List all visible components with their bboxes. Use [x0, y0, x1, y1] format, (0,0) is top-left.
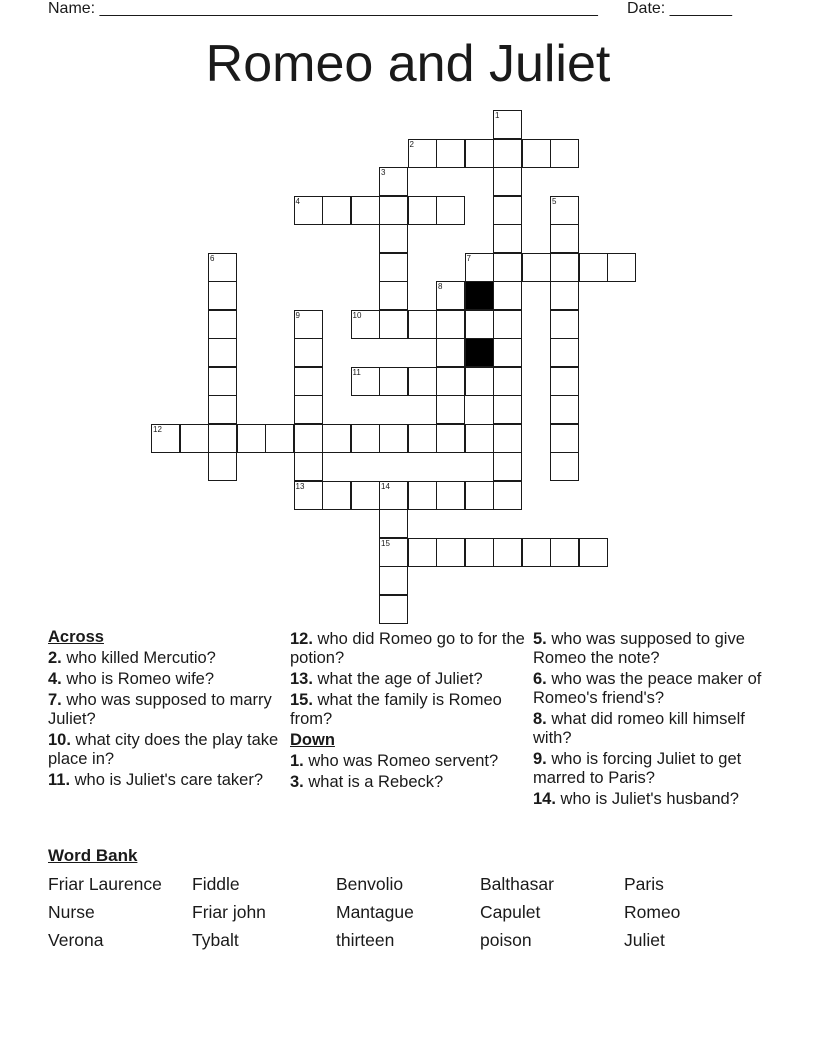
crossword-cell[interactable] [379, 538, 408, 567]
clue-across-11: 11. who is Juliet's care taker? [48, 771, 264, 789]
crossword-cell[interactable] [208, 253, 237, 282]
page-title: Romeo and Juliet [205, 35, 611, 93]
crossword-cell[interactable] [408, 139, 437, 168]
crossword-cell[interactable] [550, 395, 579, 424]
crossword-cell[interactable] [550, 338, 579, 367]
crossword-cell[interactable] [493, 281, 522, 310]
crossword-cell[interactable] [351, 310, 380, 339]
clue-number: 11 [352, 367, 361, 377]
crossword-cell[interactable] [151, 424, 180, 453]
clue-down-9: 9. who is forcing Juliet to get marred to Paris? [533, 750, 742, 787]
crossword-cell[interactable] [436, 367, 465, 396]
crossword-cell[interactable] [493, 452, 522, 481]
clue-number: 13 [295, 481, 305, 491]
crossword-cell[interactable] [493, 310, 522, 339]
crossword-cell[interactable] [379, 253, 408, 282]
crossword-cell[interactable] [436, 395, 465, 424]
across-heading: Across [48, 628, 104, 646]
crossword-cell[interactable] [294, 196, 323, 225]
crossword-cell[interactable] [294, 367, 323, 396]
crossword-cell[interactable] [408, 424, 437, 453]
crossword-cell[interactable] [379, 566, 408, 595]
crossword-cell[interactable] [436, 538, 465, 567]
crossword-cell[interactable] [493, 167, 522, 196]
clue-down-14: 14. who is Juliet's husband? [533, 790, 739, 808]
crossword-cell[interactable] [465, 310, 494, 339]
crossword-cell[interactable] [294, 452, 323, 481]
crossword-cell[interactable] [607, 253, 636, 282]
crossword-cell[interactable] [294, 338, 323, 367]
word-bank-item: Friar Laurence [48, 874, 162, 894]
crossword-cell[interactable] [379, 281, 408, 310]
crossword-cell[interactable] [436, 424, 465, 453]
crossword-cell[interactable] [379, 167, 408, 196]
crossword-cell[interactable] [493, 224, 522, 253]
word-bank-item: Fiddle [192, 874, 240, 894]
clue-across-13: 13. what the age of Juliet? [290, 670, 483, 688]
crossword-cell[interactable] [522, 253, 551, 282]
clue-number: 4 [295, 196, 300, 206]
crossword-cell[interactable] [550, 253, 579, 282]
crossword-cell[interactable] [208, 367, 237, 396]
crossword-cell[interactable] [550, 367, 579, 396]
clue-number: 2 [409, 139, 414, 149]
crossword-cell[interactable] [436, 338, 465, 367]
word-bank-item: Benvolio [336, 874, 404, 894]
crossword-cell[interactable] [465, 424, 494, 453]
crossword-cell[interactable] [493, 538, 522, 567]
crossword-cell[interactable] [322, 196, 351, 225]
word-bank-item: Verona [48, 930, 104, 950]
clue-number: 15 [381, 538, 390, 548]
crossword-cell[interactable] [465, 139, 494, 168]
clue-down-1: 1. who was Romeo servent? [290, 752, 499, 770]
crossword-cell[interactable] [493, 110, 522, 139]
crossword-cell[interactable] [294, 310, 323, 339]
crossword-cell[interactable] [208, 338, 237, 367]
clue-number: 10 [352, 310, 362, 320]
clue-number: 14 [381, 481, 390, 491]
crossword-cell[interactable] [550, 281, 579, 310]
crossword-cell[interactable] [493, 395, 522, 424]
crossword-cell[interactable] [208, 310, 237, 339]
clue-down-8: 8. what did romeo kill himself with? [533, 710, 745, 747]
crossword-cell[interactable] [465, 253, 494, 282]
crossword-cell[interactable] [465, 538, 494, 567]
crossword-cell[interactable] [493, 139, 522, 168]
name-field-label: Name: ________________________________________________________ [48, 0, 598, 17]
clue-down-3: 3. what is a Rebeck? [290, 773, 444, 791]
clues-column-3 [533, 630, 773, 811]
word-bank-item: thirteen [336, 930, 395, 950]
crossword-cell[interactable] [493, 196, 522, 225]
crossword-cell[interactable] [294, 424, 323, 453]
clue-across-10: 10. what city does the play take place in? [48, 731, 279, 768]
crossword-cell[interactable] [436, 281, 465, 310]
word-bank-item: Capulet [480, 902, 541, 922]
crossword-cell[interactable] [436, 310, 465, 339]
clues-column-1 [48, 628, 284, 792]
crossword-cell[interactable] [465, 481, 494, 510]
clue-number: 5 [552, 196, 557, 206]
crossword-cell[interactable] [465, 367, 494, 396]
clue-number: 12 [153, 424, 162, 434]
crossword-cell[interactable] [493, 424, 522, 453]
crossword-cell[interactable] [550, 538, 579, 567]
crossword-block [465, 338, 494, 367]
crossword-cell[interactable] [208, 452, 237, 481]
clue-number: 6 [210, 253, 215, 263]
crossword-cell[interactable] [208, 424, 237, 453]
crossword-cell[interactable] [379, 481, 408, 510]
crossword-cell[interactable] [550, 424, 579, 453]
clue-down-6: 6. who was the peace maker of Romeo's friend's? [533, 670, 762, 707]
crossword-cell[interactable] [322, 481, 351, 510]
word-bank-item: Juliet [624, 930, 665, 950]
crossword-cell[interactable] [579, 253, 608, 282]
crossword-cell[interactable] [379, 196, 408, 225]
crossword-cell[interactable] [322, 424, 351, 453]
crossword-cell[interactable] [379, 424, 408, 453]
crossword-cell[interactable] [351, 481, 380, 510]
clue-across-12: 12. who did Romeo go to for the potion? [290, 630, 525, 667]
down-heading: Down [290, 731, 335, 749]
crossword-block [465, 281, 494, 310]
crossword-cell[interactable] [436, 139, 465, 168]
word-bank-item: Paris [624, 874, 664, 894]
word-bank-item: Friar john [192, 902, 266, 922]
crossword-cell[interactable] [408, 367, 437, 396]
clues-column-2 [290, 630, 526, 794]
crossword-cell[interactable] [408, 481, 437, 510]
word-bank-item: Romeo [624, 902, 681, 922]
crossword-cell[interactable] [550, 224, 579, 253]
crossword-cell[interactable] [379, 224, 408, 253]
crossword-cell[interactable] [180, 424, 209, 453]
crossword-cell[interactable] [522, 538, 551, 567]
crossword-cell[interactable] [379, 509, 408, 538]
crossword-cell[interactable] [436, 196, 465, 225]
crossword-cell[interactable] [522, 139, 551, 168]
clue-number: 1 [495, 111, 500, 120]
crossword-cell[interactable] [379, 595, 408, 624]
clue-down-5: 5. who was supposed to give Romeo the note? [533, 630, 745, 667]
word-bank-item: Balthasar [480, 874, 554, 894]
clue-across-4: 4. who is Romeo wife? [48, 670, 215, 688]
crossword-cell[interactable] [550, 139, 579, 168]
clue-number: 9 [295, 310, 300, 320]
clue-number: 3 [381, 168, 386, 177]
crossword-cell[interactable] [379, 367, 408, 396]
word-bank-item: Tybalt [192, 930, 239, 950]
crossword-cell[interactable] [408, 310, 437, 339]
word-bank-item: Nurse [48, 902, 95, 922]
crossword-cell[interactable] [294, 395, 323, 424]
crossword-cell[interactable] [408, 196, 437, 225]
word-bank-item: Mantague [336, 902, 414, 922]
crossword-cell[interactable] [579, 538, 608, 567]
crossword-cell[interactable] [351, 367, 380, 396]
clue-number: 7 [466, 253, 471, 263]
crossword-cell[interactable] [550, 196, 579, 225]
crossword-cell[interactable] [351, 196, 380, 225]
clue-across-7: 7. who was supposed to marry Juliet? [48, 691, 272, 728]
crossword-cell[interactable] [493, 253, 522, 282]
date-field-label: Date: _______ [627, 0, 732, 17]
word-bank-title: Word Bank [48, 846, 138, 865]
crossword-cell[interactable] [493, 367, 522, 396]
crossword-cell[interactable] [294, 481, 323, 510]
clue-across-2: 2. who killed Mercutio? [48, 649, 216, 667]
crossword-cell[interactable] [436, 481, 465, 510]
clue-across-15: 15. what the family is Romeo from? [290, 691, 502, 728]
crossword-cell[interactable] [550, 310, 579, 339]
crossword-cell[interactable] [265, 424, 294, 453]
word-bank-item: poison [480, 930, 532, 950]
crossword-cell[interactable] [351, 424, 380, 453]
crossword-cell[interactable] [408, 538, 437, 567]
crossword-cell[interactable] [493, 481, 522, 510]
clue-number: 8 [438, 282, 443, 291]
crossword-cell[interactable] [550, 452, 579, 481]
crossword-cell[interactable] [379, 310, 408, 339]
crossword-cell[interactable] [208, 395, 237, 424]
crossword-cell[interactable] [237, 424, 266, 453]
crossword-cell[interactable] [208, 281, 237, 310]
crossword-cell[interactable] [493, 338, 522, 367]
